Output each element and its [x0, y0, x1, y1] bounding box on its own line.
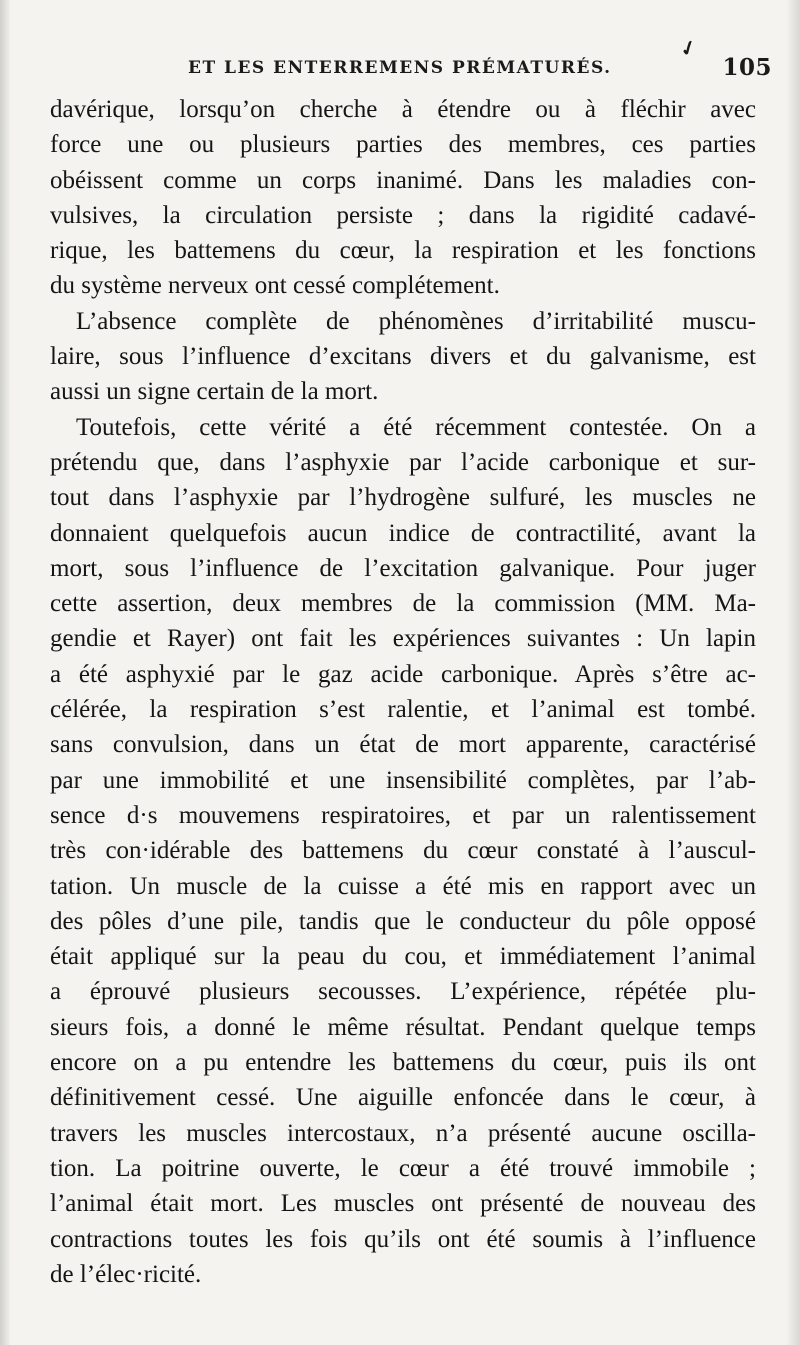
text-line: définitivement cessé. Une aiguille enfoncée dans le cœur, à: [50, 1084, 756, 1112]
text-line: des pôles d’une pile, tandis que le conducteur du pôle opposé: [50, 907, 756, 935]
text-line: obéissent comme un corps inanimé. Dans les maladies con-: [50, 166, 756, 194]
paragraph: [50, 410, 756, 1292]
page-header: [52, 33, 772, 92]
text-line: L’absence complète de phénomènes d’irritabilité muscu-: [76, 307, 756, 335]
text-line: tout dans l’asphyxie par l’hydrogène sulfuré, les muscles ne: [50, 484, 756, 512]
text-line: tion. La poitrine ouverte, le cœur a été trouvé immobile ;: [50, 1154, 756, 1182]
text-line: du système nerveux ont cessé complétement.: [50, 272, 500, 300]
text-line: laire, sous l’influence d’excitans divers et du galvanisme, est: [50, 343, 756, 371]
text-line: par une immobilité et une insensibilité complètes, par l’ab-: [50, 766, 756, 794]
text-line: rique, les battemens du cœur, la respiration et les fonctions: [50, 237, 756, 265]
text-line: a éprouvé plusieurs secousses. L’expérience, répétée plu-: [50, 978, 756, 1006]
text-line: aussi un signe certain de la mort.: [50, 378, 379, 406]
text-line: travers les muscles intercostaux, n’a présenté aucune oscilla-: [50, 1119, 756, 1147]
text-line: force une ou plusieurs parties des membres, ces parties: [50, 131, 756, 159]
paragraph: [50, 304, 756, 410]
text-line: mort, sous l’influence de l’excitation galvanique. Pour juger: [50, 554, 756, 582]
text-line: était appliqué sur la peau du cou, et immédiatement l’animal: [50, 943, 756, 971]
text-line: donnaient quelquefois aucun indice de contractilité, avant la: [50, 519, 756, 547]
text-line: encore on a pu entendre les battemens du cœur, puis ils ont: [50, 1049, 756, 1077]
text-line: l’animal était mort. Les muscles ont présenté de nouveau des: [50, 1190, 756, 1218]
text-line: tation. Un muscle de la cuisse a été mis en rapport avec un: [50, 872, 756, 900]
page-number: 105: [722, 54, 772, 81]
text-line: Toutefois, cette vérité a été récemment contestée. On a: [76, 413, 756, 441]
text-line: contractions toutes les fois qu’ils ont été soumis à l’influence: [50, 1225, 756, 1253]
body-text: [50, 92, 756, 1292]
text-line: de l’élec·ricité.: [50, 1260, 202, 1288]
text-line: très con·idérable des battemens du cœur constaté à l’auscul-: [50, 837, 756, 865]
text-line: prétendu que, dans l’asphyxie par l’acide carbonique et sur-: [50, 448, 756, 476]
text-line: davérique, lorsqu’on cherche à étendre ou à fléchir avec: [50, 96, 756, 123]
text-line: gendie et Rayer) ont fait les expériences suivantes : Un lapin: [50, 625, 756, 653]
page-gutter-shadow: [0, 0, 10, 1345]
text-line: cette assertion, deux membres de la commission (MM. Ma-: [50, 590, 756, 618]
text-line: sence d·s mouvemens respiratoires, et par un ralentissement: [50, 801, 756, 829]
paragraph: [50, 92, 756, 304]
text-line: sieurs fois, a donné le même résultat. Pendant quelque temps: [50, 1013, 756, 1041]
ink-mark: ✓: [676, 33, 701, 63]
text-line: célérée, la respiration s’est ralentie, et l’animal est tombé.: [50, 696, 756, 724]
page-edge-shadow: [786, 0, 800, 1345]
text-line: sans convulsion, dans un état de mort apparente, caractérisé: [50, 731, 756, 759]
text-line: vulsives, la circulation persiste ; dans la rigidité cadavé-: [50, 201, 756, 229]
text-line: a été asphyxié par le gaz acide carbonique. Après s’être ac-: [50, 660, 756, 688]
running-head: ET LES ENTERREMENS PRÉMATURÉS.: [188, 58, 612, 78]
